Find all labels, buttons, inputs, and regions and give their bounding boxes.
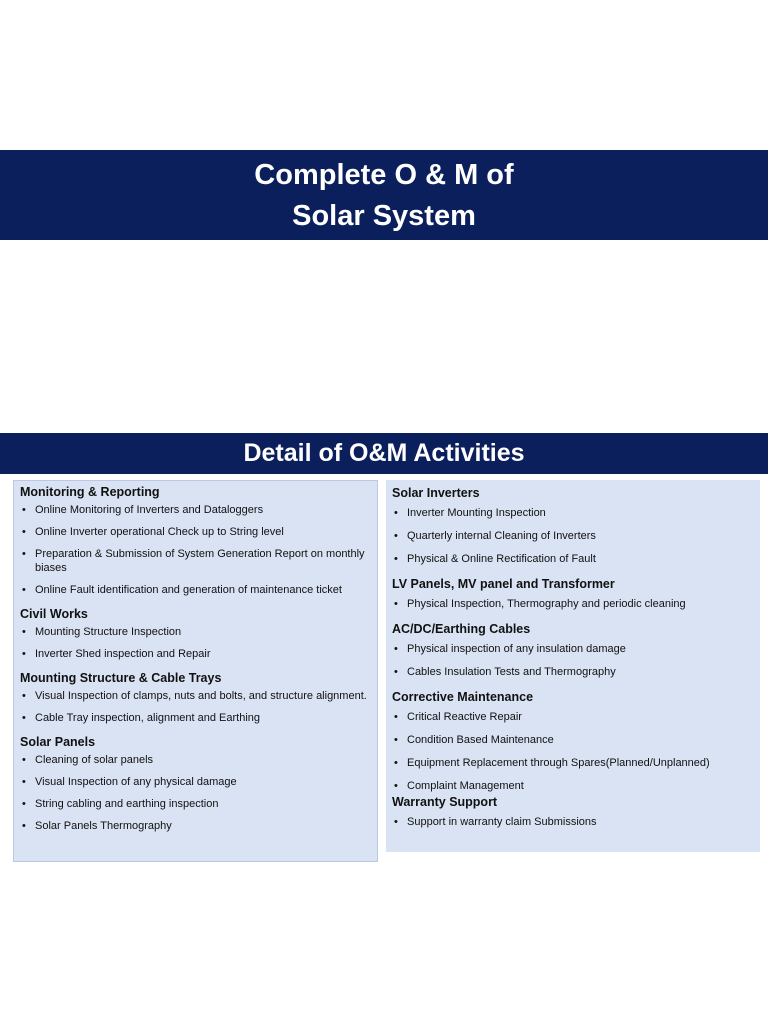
list-item: • Physical inspection of any insulation damage (392, 643, 754, 657)
section-list (392, 507, 754, 567)
list-item: • Condition Based Maintenance (392, 734, 754, 748)
section-heading: Corrective Maintenance (392, 690, 534, 704)
list-item: • Preparation & Submission of System Generation Report on monthly biases (20, 548, 371, 575)
list-item: • Physical Inspection, Thermography and periodic cleaning (392, 598, 754, 612)
list-item: • Support in warranty claim Submissions (392, 816, 754, 830)
left-activities-panel (13, 480, 378, 862)
section-heading: AC/DC/Earthing Cables (392, 622, 531, 636)
list-item: • Complaint Management (392, 780, 754, 794)
section-list (392, 598, 754, 612)
list-item: • Online Fault identification and generation of maintenance ticket (20, 584, 371, 598)
section-list (20, 690, 371, 726)
activities-title: Detail of O&M Activities (243, 439, 525, 467)
right-activities-panel (386, 480, 760, 852)
list-item: • Quarterly internal Cleaning of Inverters (392, 530, 754, 544)
section-list (392, 711, 754, 794)
section-list (20, 504, 371, 597)
section-list (20, 754, 371, 834)
list-item: • Cables Insulation Tests and Thermography (392, 666, 754, 680)
list-item: • Online Monitoring of Inverters and Dataloggers (20, 504, 371, 518)
title-line-1: Complete O & M of (254, 159, 514, 191)
section-list (20, 626, 371, 662)
section-heading: Warranty Support (392, 794, 498, 809)
title-line-2: Solar System (292, 200, 476, 232)
list-item: • Visual Inspection of clamps, nuts and bolts, and structure alignment. (20, 690, 371, 704)
list-item: • String cabling and earthing inspection (20, 798, 371, 812)
list-item: • Solar Panels Thermography (20, 820, 371, 834)
section-list (392, 816, 754, 830)
section-list (392, 643, 754, 680)
list-item: • Inverter Mounting Inspection (392, 507, 754, 521)
section-heading: Solar Inverters (392, 486, 480, 500)
list-item: • Visual Inspection of any physical damage (20, 776, 371, 790)
title-banner (0, 150, 768, 240)
list-item: • Mounting Structure Inspection (20, 626, 371, 640)
section-heading: Mounting Structure & Cable Trays (20, 670, 222, 685)
list-item: • Physical & Online Rectification of Fault (392, 553, 754, 567)
section-heading: Monitoring & Reporting (20, 485, 160, 499)
list-item: • Equipment Replacement through Spares(Planned/Unplanned) (392, 757, 754, 771)
list-item: • Cable Tray inspection, alignment and Earthing (20, 712, 371, 726)
section-heading: Civil Works (20, 606, 88, 621)
list-item: • Online Inverter operational Check up to String level (20, 526, 371, 540)
section-heading: Solar Panels (20, 734, 96, 749)
list-item: • Critical Reactive Repair (392, 711, 754, 725)
list-item: • Inverter Shed inspection and Repair (20, 648, 371, 662)
list-item: • Cleaning of solar panels (20, 754, 371, 768)
activities-banner (0, 433, 768, 474)
section-heading: LV Panels, MV panel and Transformer (392, 577, 615, 591)
